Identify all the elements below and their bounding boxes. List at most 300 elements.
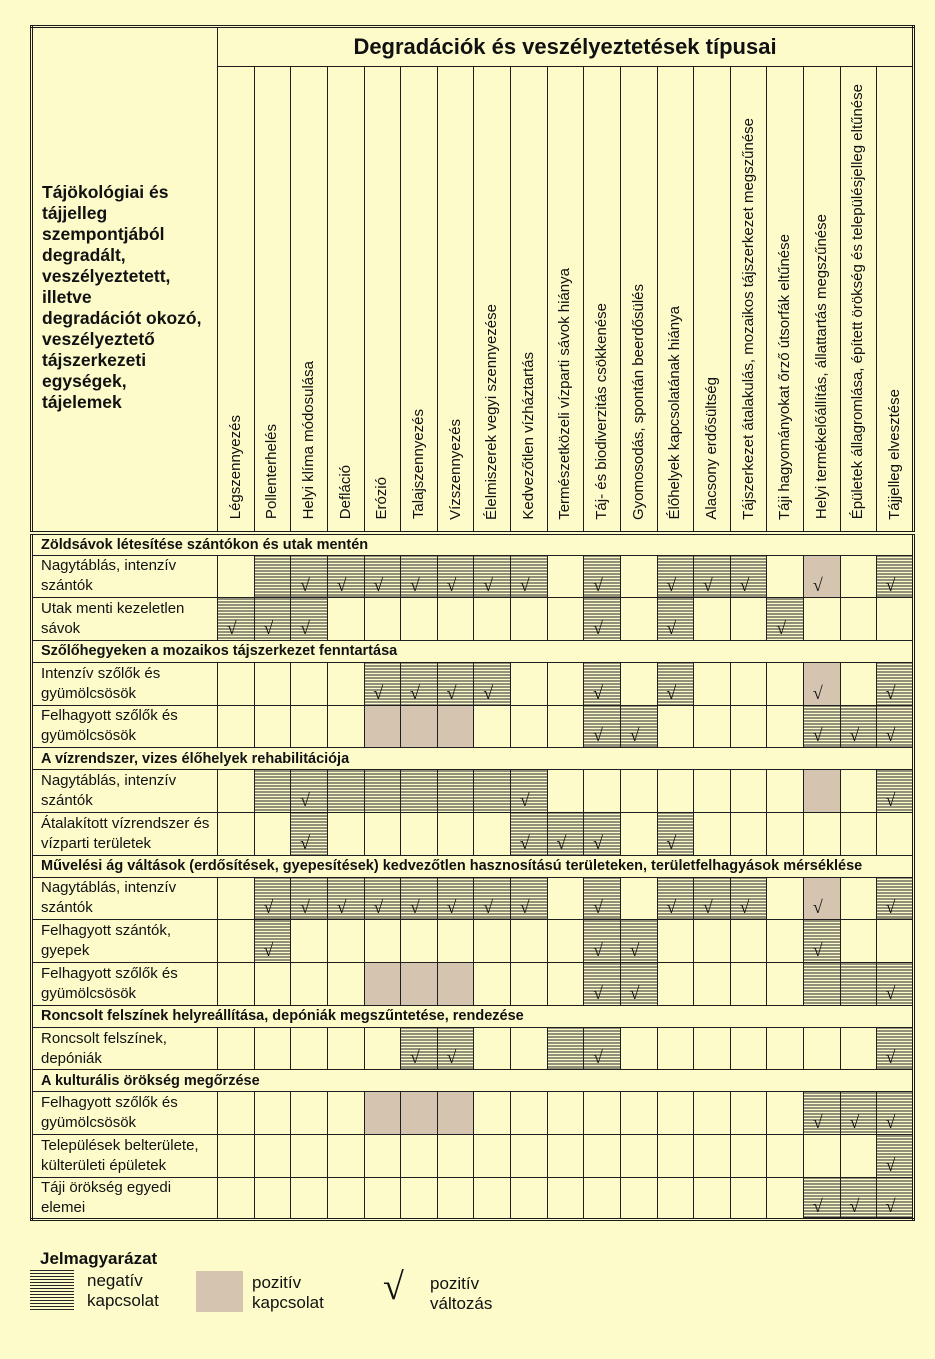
empty-cell xyxy=(620,1027,657,1070)
positive-change-mark: √ xyxy=(885,725,896,746)
positive-change-mark: √ xyxy=(593,940,603,960)
empty-cell xyxy=(364,1027,401,1070)
empty-cell xyxy=(291,705,328,748)
positive-relation-cell xyxy=(364,705,401,748)
empty-cell xyxy=(254,812,291,855)
positive-change-mark: √ xyxy=(446,897,457,918)
empty-cell xyxy=(474,963,511,1006)
positive-change-label xyxy=(430,1274,492,1314)
empty-cell xyxy=(327,1135,364,1178)
section-row xyxy=(32,1005,914,1027)
empty-cell xyxy=(218,705,255,748)
negative-relation-label-line: kapcsolat xyxy=(87,1291,159,1310)
empty-cell xyxy=(291,1027,328,1070)
empty-cell xyxy=(620,1135,657,1178)
positive-change-mark: √ xyxy=(519,897,530,918)
positive-change-mark: √ xyxy=(702,897,713,918)
positive-change-mark: √ xyxy=(666,897,677,918)
empty-cell xyxy=(547,555,584,598)
column-header-label: Táj- és biodiverzitás csökkenése xyxy=(593,302,611,520)
empty-cell xyxy=(694,812,731,855)
positive-change-mark: √ xyxy=(373,897,384,918)
positive-change-mark: √ xyxy=(812,940,823,960)
empty-cell xyxy=(327,963,364,1006)
column-header xyxy=(474,67,511,533)
empty-cell xyxy=(547,662,584,705)
positive-change-mark: √ xyxy=(812,682,823,703)
positive-relation-cell xyxy=(437,963,474,1006)
row-label-line: Intenzív szőlők és xyxy=(41,664,161,682)
positive-change-mark: √ xyxy=(409,575,420,596)
positive-relation-cell xyxy=(437,1092,474,1135)
negative-relation-cell xyxy=(620,705,657,748)
negative-relation-cell xyxy=(584,555,621,598)
negative-relation-cell xyxy=(657,662,694,705)
positive-change-mark: √ xyxy=(556,832,567,853)
column-header-label: Helyi klíma módosulása xyxy=(300,361,318,520)
column-header xyxy=(840,67,877,533)
row-label-line: Utak menti kezeletlen xyxy=(41,600,185,618)
positive-change-mark: √ xyxy=(593,897,603,918)
empty-cell xyxy=(254,1177,291,1220)
negative-relation-cell xyxy=(877,1177,914,1220)
column-header xyxy=(804,67,841,533)
empty-cell xyxy=(511,1027,548,1070)
empty-cell xyxy=(767,1135,804,1178)
column-header-label: Légszennyezés xyxy=(226,415,244,520)
positive-change-mark: √ xyxy=(885,1154,896,1175)
negative-relation-cell xyxy=(254,920,291,963)
matrix-row xyxy=(32,877,914,920)
positive-change-mark: √ xyxy=(812,1196,823,1217)
negative-relation-cell xyxy=(291,812,328,855)
positive-change-mark: √ xyxy=(849,725,860,746)
negative-relation-cell xyxy=(877,555,914,598)
empty-cell xyxy=(254,1092,291,1135)
empty-cell xyxy=(877,598,914,641)
empty-cell xyxy=(730,920,767,963)
positive-change-mark: √ xyxy=(446,682,457,703)
negative-relation-cell xyxy=(291,877,328,920)
empty-cell xyxy=(254,662,291,705)
row-label-line: Felhagyott szőlők és xyxy=(41,964,178,982)
positive-change-mark: √ xyxy=(593,575,603,596)
positive-relation-label-line: pozitív xyxy=(252,1273,302,1292)
negative-relation-label xyxy=(87,1271,159,1311)
negative-relation-cell xyxy=(584,920,621,963)
row-label-line: Felhagyott szőlők és xyxy=(41,1094,178,1112)
negative-relation-cell xyxy=(437,555,474,598)
matrix-row xyxy=(32,555,914,598)
column-header-label: Tájjelleg elvesztése xyxy=(885,388,903,520)
negative-relation-cell xyxy=(364,877,401,920)
empty-cell xyxy=(730,662,767,705)
negative-relation-cell xyxy=(474,555,511,598)
positive-change-mark: √ xyxy=(885,1112,896,1133)
empty-cell xyxy=(767,963,804,1006)
empty-cell xyxy=(584,1135,621,1178)
row-header xyxy=(32,27,218,533)
column-header xyxy=(364,67,401,533)
positive-change-mark: √ xyxy=(409,1047,420,1068)
positive-change-mark: √ xyxy=(812,897,823,918)
negative-relation-cell xyxy=(840,705,877,748)
positive-relation-cell xyxy=(401,705,438,748)
empty-cell xyxy=(694,1092,731,1135)
column-header-label: Alacsony erdősültség xyxy=(702,376,720,520)
matrix-row xyxy=(32,598,914,641)
empty-cell xyxy=(547,920,584,963)
column-header xyxy=(218,67,255,533)
empty-cell xyxy=(694,770,731,813)
negative-relation-cell xyxy=(254,877,291,920)
positive-change-mark: √ xyxy=(849,1112,860,1133)
positive-change-mark: √ xyxy=(263,940,274,960)
negative-relation-cell xyxy=(804,705,841,748)
empty-cell xyxy=(804,812,841,855)
negative-relation-cell xyxy=(437,1027,474,1070)
negative-relation-cell xyxy=(401,770,438,813)
negative-relation-cell xyxy=(840,963,877,1006)
positive-change-mark: √ xyxy=(446,575,457,596)
empty-cell xyxy=(291,662,328,705)
positive-change-mark: √ xyxy=(446,1047,457,1068)
empty-cell xyxy=(840,770,877,813)
positive-change-mark: √ xyxy=(812,725,823,746)
negative-relation-cell xyxy=(584,1027,621,1070)
positive-change-mark: √ xyxy=(739,897,750,918)
empty-cell xyxy=(620,1177,657,1220)
empty-cell xyxy=(730,770,767,813)
empty-cell xyxy=(218,812,255,855)
negative-relation-cell xyxy=(584,705,621,748)
empty-cell xyxy=(840,598,877,641)
positive-change-mark: √ xyxy=(885,1196,896,1217)
empty-cell xyxy=(474,1027,511,1070)
matrix-row xyxy=(32,705,914,748)
row-label-line: szántók xyxy=(41,899,93,917)
empty-cell xyxy=(511,963,548,1006)
empty-cell xyxy=(584,1092,621,1135)
column-header xyxy=(401,67,438,533)
empty-cell xyxy=(218,1135,255,1178)
empty-cell xyxy=(474,920,511,963)
positive-change-mark: √ xyxy=(409,897,420,918)
row-header-line: tájjelleg xyxy=(42,203,108,223)
row-label-line: gyepek xyxy=(41,942,90,960)
empty-cell xyxy=(474,1092,511,1135)
empty-cell xyxy=(584,1177,621,1220)
positive-change-mark: √ xyxy=(373,682,384,703)
positive-change-mark: √ xyxy=(885,682,896,703)
positive-change-mark: √ xyxy=(226,617,237,638)
empty-cell xyxy=(620,812,657,855)
positive-change-mark: √ xyxy=(849,1196,860,1217)
empty-cell xyxy=(254,1027,291,1070)
positive-relation-label-line: kapcsolat xyxy=(252,1293,324,1312)
row-label-line: külterületi épületek xyxy=(41,1156,167,1174)
positive-change-mark: √ xyxy=(300,832,310,853)
negative-relation-cell xyxy=(511,812,548,855)
empty-cell xyxy=(804,598,841,641)
empty-cell xyxy=(767,705,804,748)
empty-cell xyxy=(694,1135,731,1178)
empty-cell xyxy=(767,770,804,813)
column-header-label: Tájszerkezet átalakulás, mozaikos tájszerkezet megszűnése xyxy=(739,117,757,520)
negative-relation-cell xyxy=(804,1177,841,1220)
empty-cell xyxy=(291,1177,328,1220)
matrix-row xyxy=(32,770,914,813)
empty-cell xyxy=(327,1092,364,1135)
empty-cell xyxy=(804,1027,841,1070)
positive-change-mark: √ xyxy=(263,617,274,638)
row-label xyxy=(32,920,218,963)
row-label-line: Táji örökség egyedi xyxy=(41,1179,172,1197)
negative-relation-cell xyxy=(657,598,694,641)
check-mark-icon: √ xyxy=(383,1266,404,1308)
empty-cell xyxy=(437,812,474,855)
positive-change-mark: √ xyxy=(593,832,603,853)
negative-relation-cell xyxy=(840,1092,877,1135)
empty-cell xyxy=(547,1177,584,1220)
positive-change-label-line: pozitív xyxy=(430,1274,480,1293)
row-label-line: Felhagyott szántók, xyxy=(41,922,172,940)
positive-change-mark: √ xyxy=(629,982,640,1003)
positive-change-mark: √ xyxy=(593,1047,603,1068)
legend xyxy=(0,1240,600,1330)
empty-cell xyxy=(364,812,401,855)
empty-cell xyxy=(730,1135,767,1178)
empty-cell xyxy=(694,598,731,641)
empty-cell xyxy=(767,662,804,705)
column-header-label: Gyomosodás, spontán beerdősülés xyxy=(629,283,647,520)
negative-relation-cell xyxy=(730,555,767,598)
column-header xyxy=(730,67,767,533)
column-header xyxy=(547,67,584,533)
empty-cell xyxy=(840,920,877,963)
negative-relation-cell xyxy=(877,1092,914,1135)
negative-relation-cell xyxy=(401,1027,438,1070)
empty-cell xyxy=(767,877,804,920)
negative-relation-cell xyxy=(694,877,731,920)
empty-cell xyxy=(327,598,364,641)
empty-cell xyxy=(840,1135,877,1178)
empty-cell xyxy=(694,1177,731,1220)
column-header xyxy=(767,67,804,533)
negative-relation-cell xyxy=(804,1092,841,1135)
row-label-line: Roncsolt felszínek, xyxy=(41,1029,167,1047)
positive-change-mark: √ xyxy=(885,575,896,596)
row-header-line: degradált, xyxy=(42,245,126,265)
empty-cell xyxy=(620,555,657,598)
empty-cell xyxy=(840,1027,877,1070)
row-label xyxy=(32,963,218,1006)
empty-cell xyxy=(218,1177,255,1220)
section-title: A kulturális örökség megőrzése xyxy=(32,1070,914,1092)
matrix-row xyxy=(32,1027,914,1070)
positive-relation-cell xyxy=(364,1092,401,1135)
matrix-row xyxy=(32,920,914,963)
empty-cell xyxy=(730,598,767,641)
empty-cell xyxy=(291,1135,328,1178)
row-label-line: gyümölcsösök xyxy=(41,1114,137,1132)
negative-relation-cell xyxy=(291,598,328,641)
negative-relation-cell xyxy=(327,877,364,920)
empty-cell xyxy=(511,705,548,748)
row-label xyxy=(32,1092,218,1135)
positive-change-mark: √ xyxy=(300,575,310,596)
positive-relation-cell xyxy=(804,877,841,920)
empty-cell xyxy=(218,662,255,705)
positive-change-mark: √ xyxy=(336,575,347,596)
negative-relation-cell xyxy=(804,963,841,1006)
row-label-line: gyümölcsösök xyxy=(41,684,137,702)
matrix-row xyxy=(32,1135,914,1178)
empty-cell xyxy=(437,1177,474,1220)
empty-cell xyxy=(547,770,584,813)
negative-relation-cell xyxy=(401,662,438,705)
negative-relation-cell xyxy=(254,770,291,813)
positive-change-mark: √ xyxy=(702,575,713,596)
column-header-label: Élelmiszerek vegyi szennyezése xyxy=(483,303,501,520)
row-label xyxy=(32,598,218,641)
empty-cell xyxy=(364,920,401,963)
empty-cell xyxy=(511,1092,548,1135)
empty-cell xyxy=(474,705,511,748)
empty-cell xyxy=(584,770,621,813)
empty-cell xyxy=(620,598,657,641)
negative-relation-cell xyxy=(437,770,474,813)
positive-change-mark: √ xyxy=(629,940,640,960)
empty-cell xyxy=(840,662,877,705)
row-label-line: Települések belterülete, xyxy=(41,1136,199,1154)
empty-cell xyxy=(657,1135,694,1178)
negative-relation-cell xyxy=(877,1135,914,1178)
column-header xyxy=(584,67,621,533)
empty-cell xyxy=(218,1027,255,1070)
column-header xyxy=(877,67,914,533)
empty-cell xyxy=(474,1135,511,1178)
positive-change-label-line: változás xyxy=(430,1294,493,1313)
negative-relation-cell xyxy=(657,812,694,855)
positive-relation-swatch xyxy=(196,1271,243,1312)
empty-cell xyxy=(620,770,657,813)
negative-relation-cell xyxy=(364,555,401,598)
positive-relation-cell xyxy=(804,555,841,598)
row-header-line: szempontjából xyxy=(42,224,165,244)
column-header xyxy=(437,67,474,533)
empty-cell xyxy=(620,877,657,920)
positive-relation-label xyxy=(252,1273,324,1313)
empty-cell xyxy=(840,877,877,920)
column-header-label: Természetközeli vízparti sávok hiánya xyxy=(556,267,574,520)
empty-cell xyxy=(767,555,804,598)
row-header-line: tájelemek xyxy=(42,392,122,412)
empty-cell xyxy=(840,812,877,855)
empty-cell xyxy=(547,877,584,920)
column-header-label: Vízszennyezés xyxy=(446,418,464,520)
positive-change-mark: √ xyxy=(593,982,603,1003)
empty-cell xyxy=(364,1177,401,1220)
empty-cell xyxy=(767,920,804,963)
positive-change-mark: √ xyxy=(885,789,896,810)
section-title: Zöldsávok létesítése szántókon és utak mentén xyxy=(32,533,914,556)
empty-cell xyxy=(730,812,767,855)
negative-relation-cell xyxy=(584,598,621,641)
column-header xyxy=(327,67,364,533)
column-header-label: Helyi termékelőállítás, állattartás megszűnése xyxy=(812,214,830,520)
empty-cell xyxy=(327,920,364,963)
positive-change-mark: √ xyxy=(885,1047,896,1068)
row-header-line: egységek, xyxy=(42,371,127,391)
positive-change-mark: √ xyxy=(519,789,530,810)
row-header-line: degradációt okozó, xyxy=(42,308,202,328)
empty-cell xyxy=(730,705,767,748)
empty-cell xyxy=(877,812,914,855)
negative-relation-cell xyxy=(364,770,401,813)
column-header-label: Talajszennyezés xyxy=(409,409,427,520)
positive-change-mark: √ xyxy=(593,617,603,638)
negative-relation-cell xyxy=(657,877,694,920)
empty-cell xyxy=(218,963,255,1006)
row-label-line: szántók xyxy=(41,792,93,810)
empty-cell xyxy=(657,1092,694,1135)
empty-cell xyxy=(547,1135,584,1178)
positive-change-mark: √ xyxy=(300,617,310,638)
negative-relation-cell xyxy=(218,598,255,641)
empty-cell xyxy=(364,1135,401,1178)
negative-relation-cell xyxy=(584,812,621,855)
matrix-row xyxy=(32,1177,914,1220)
positive-change-mark: √ xyxy=(739,575,750,596)
positive-change-mark: √ xyxy=(666,682,677,703)
negative-relation-cell xyxy=(474,662,511,705)
empty-cell xyxy=(254,1135,291,1178)
column-header-label: Táji hagyományokat őrző útsorfák eltűnése xyxy=(776,233,794,520)
row-label-line: vízparti területek xyxy=(41,834,152,852)
column-header-label: Erózió xyxy=(373,476,391,520)
empty-cell xyxy=(474,812,511,855)
negative-relation-cell xyxy=(877,877,914,920)
negative-relation-swatch xyxy=(30,1270,74,1310)
negative-relation-cell xyxy=(511,555,548,598)
positive-change-mark: √ xyxy=(812,1112,823,1133)
negative-relation-cell xyxy=(511,770,548,813)
row-label-line: sávok xyxy=(41,620,81,638)
column-header xyxy=(254,67,291,533)
positive-relation-cell xyxy=(804,770,841,813)
matrix-row xyxy=(32,1092,914,1135)
positive-change-mark: √ xyxy=(885,982,896,1003)
negative-relation-cell xyxy=(584,877,621,920)
row-label-line: Átalakított vízrendszer és xyxy=(41,814,210,832)
row-label-line: elemei xyxy=(41,1199,86,1217)
positive-change-mark: √ xyxy=(519,575,530,596)
empty-cell xyxy=(767,1027,804,1070)
empty-cell xyxy=(437,1135,474,1178)
empty-cell xyxy=(730,1027,767,1070)
positive-change-mark: √ xyxy=(409,682,420,703)
positive-relation-cell xyxy=(401,963,438,1006)
empty-cell xyxy=(694,963,731,1006)
empty-cell xyxy=(767,1177,804,1220)
negative-relation-cell xyxy=(877,1027,914,1070)
negative-relation-cell xyxy=(584,662,621,705)
row-label-line: depóniák xyxy=(41,1049,102,1067)
positive-change-mark: √ xyxy=(300,789,310,810)
empty-cell xyxy=(657,920,694,963)
positive-change-mark: √ xyxy=(885,897,896,918)
